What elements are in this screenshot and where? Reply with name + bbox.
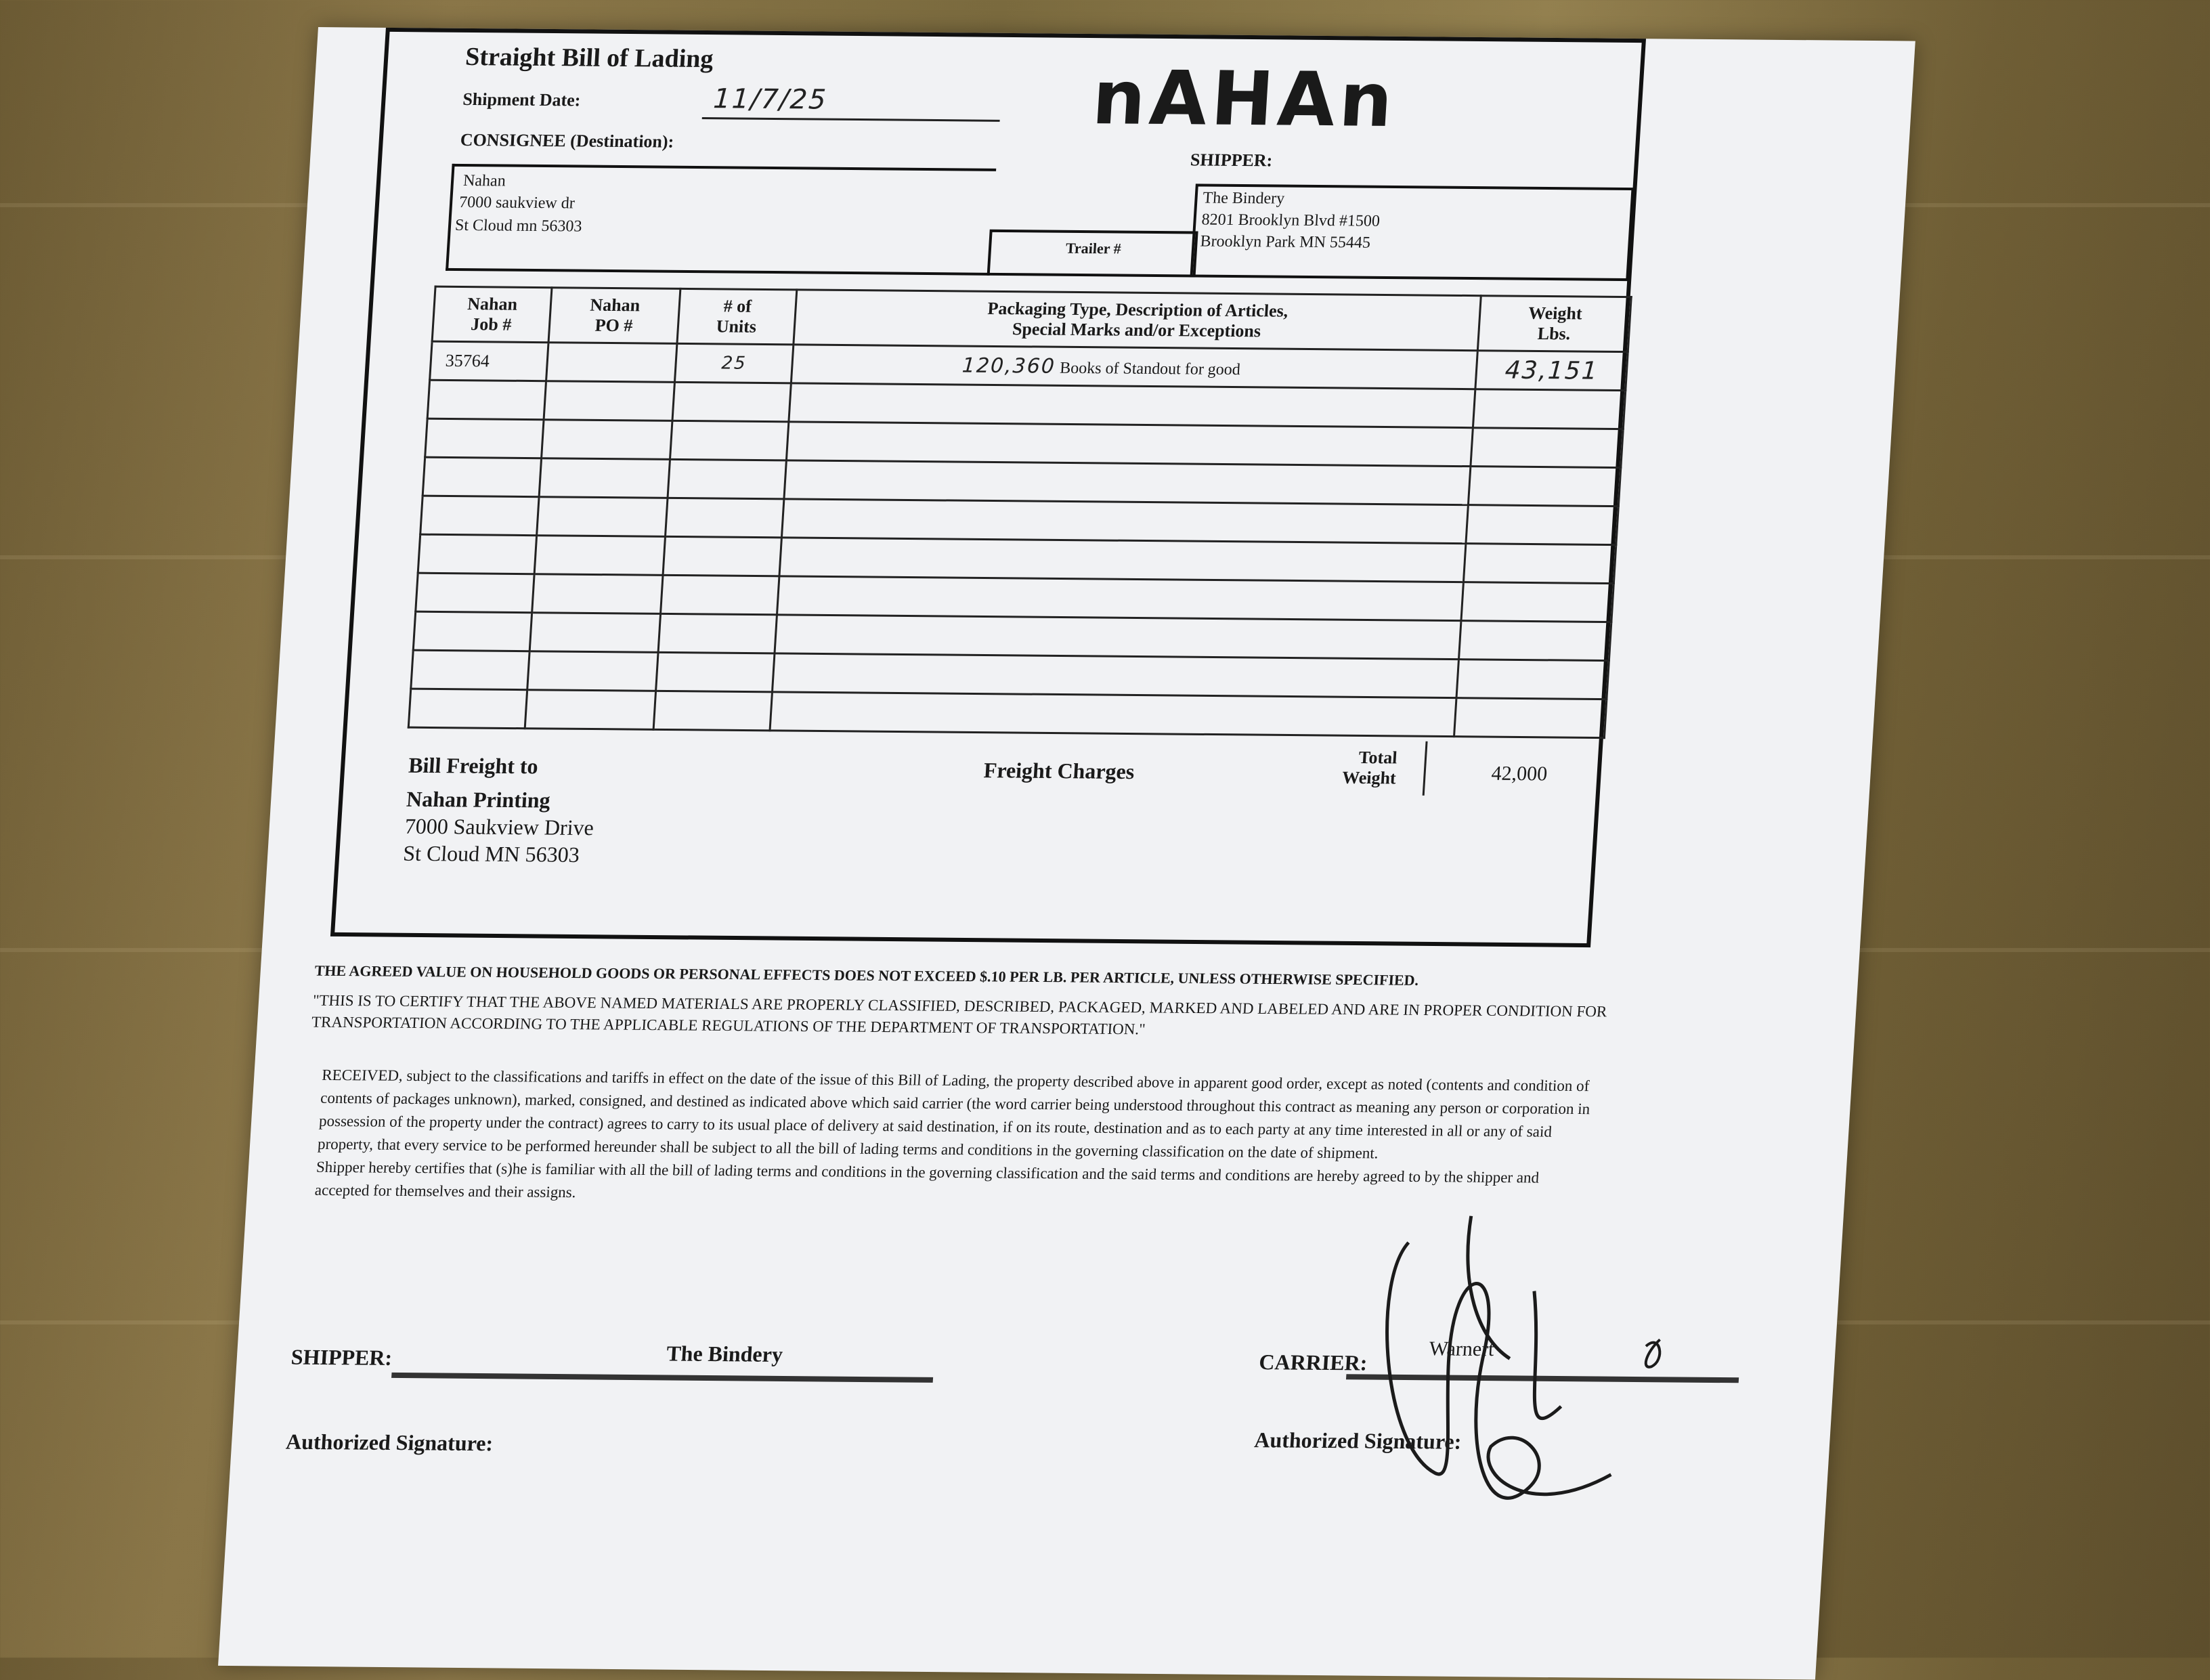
header-job-b: Job # <box>470 314 513 335</box>
row1-description <box>791 345 1478 389</box>
bill-freight-label: Bill Freight to <box>408 752 539 779</box>
document-title: Straight Bill of Lading <box>464 42 714 74</box>
freight-charges-label: Freight Charges <box>982 758 1135 784</box>
consignee-label: CONSIGNEE (Destination): <box>459 129 675 152</box>
header-job <box>432 286 551 342</box>
received-line2: contents of packages unknown), marked, consigned, and destined as indicated above which said carrier (the word carrier being understood throughout this contract as meaning any person or corporation in <box>320 1089 1590 1118</box>
shipper-line3: Brooklyn Park MN 55445 <box>1199 232 1371 252</box>
received-line1: RECEIVED, subject to the classifications and tariffs in effect on the date of the issue of this Bill of Lading, the property described above in apparent good order, except as noted (contents and condition of <box>321 1066 1590 1095</box>
consignee-line2: 7000 saukview dr <box>458 193 576 213</box>
received-line4: property, that every service to be performed hereunder shall be subject to all the bill of lading terms and conditions in the governing classification on the date of shipment. <box>317 1135 1379 1162</box>
header-job-a: Nahan <box>467 294 518 314</box>
items-table <box>408 286 1632 739</box>
total-weight-label <box>1341 748 1398 789</box>
received-line5: Shipper hereby certifies that (s)he is familiar with all the bill of lading terms and conditions in the governing classification and the said terms and conditions are hereby agreed to by the shipper and <box>316 1158 1540 1186</box>
trailer-label: Trailer # <box>1065 239 1122 257</box>
consignee-line1: Nahan <box>462 171 506 190</box>
header-po <box>548 288 681 344</box>
shipper-line1: The Bindery <box>1202 189 1285 208</box>
carrier-sign-label: CARRIER: <box>1258 1350 1368 1375</box>
certify-line2: TRANSPORTATION ACCORDING TO THE APPLICABLE REGULATIONS OF THE DEPARTMENT OF TRANSPORTATION." <box>311 1013 1146 1038</box>
shipper-label: SHIPPER: <box>1190 150 1274 171</box>
received-line6: accepted for themselves and their assigns. <box>314 1181 577 1201</box>
certify-line1: "THIS IS TO CERTIFY THAT THE ABOVE NAMED MATERIALS ARE PROPERLY CLASSIFIED, DESCRIBED, PACKAGED, MARKED AND LABELED AND ARE IN PROPER CONDITION FOR <box>312 991 1608 1020</box>
received-line3: possession of the property under the contract) agrees to carry to its usual place of delivery at said destination, if on its route, destination and as to each party at any time interested in all or any of said <box>318 1112 1553 1140</box>
row1-po <box>546 343 677 383</box>
header-desc-b: Special Marks and/or Exceptions <box>1012 319 1262 341</box>
shipper-sign-value: The Bindery <box>666 1341 784 1366</box>
total-label-b: Weight <box>1341 767 1397 788</box>
shipper-sign-line <box>391 1373 933 1383</box>
carrier-auth-label: Authorized Signature: <box>1253 1427 1462 1454</box>
shipper-line2: 8201 Brooklyn Blvd #1500 <box>1200 211 1381 230</box>
carrier-sign-value: Warnert <box>1428 1337 1495 1361</box>
header-units <box>677 288 796 344</box>
shipper-sign-label: SHIPPER: <box>290 1344 393 1370</box>
header-po-a: Nahan <box>589 295 641 316</box>
header-weight-a: Weight <box>1528 303 1583 324</box>
row1-desc-hand: 120,360 <box>961 353 1057 379</box>
header-units-b: Units <box>715 316 757 337</box>
shipment-date-value: 11/7/25 <box>712 83 829 116</box>
agreed-value-text: THE AGREED VALUE ON HOUSEHOLD GOODS OR PERSONAL EFFECTS DOES NOT EXCEED $.10 PER LB. PER ARTICLE, UNLESS OTHERWISE SPECIFIED. <box>314 962 1419 989</box>
bill-of-lading-page <box>218 27 1915 1680</box>
bill-freight-addr1: 7000 Saukview Drive <box>404 813 594 840</box>
shipment-date-label: Shipment Date: <box>462 89 582 110</box>
consignee-line3: St Cloud mn 56303 <box>454 216 583 236</box>
header-po-b: PO # <box>594 315 634 336</box>
row1-desc-text: Books of Standout for good <box>1059 359 1241 379</box>
header-units-a: # of <box>722 296 752 316</box>
nahan-logo: nAHAn <box>1089 54 1400 144</box>
row1-weight: 43,151 <box>1475 351 1628 391</box>
carrier-signature-scribble <box>1349 1201 1722 1557</box>
header-desc-a: Packaging Type, Description of Articles, <box>987 298 1289 321</box>
table-header-row <box>432 286 1631 351</box>
header-weight <box>1478 296 1631 352</box>
bill-freight-name: Nahan Printing <box>406 786 551 813</box>
bill-freight-addr2: St Cloud MN 56303 <box>402 840 580 867</box>
total-label-a: Total <box>1358 747 1398 768</box>
row1-job: 35764 <box>430 341 548 381</box>
row1-units: 25 <box>675 343 793 383</box>
header-weight-b: Lbs. <box>1537 323 1572 344</box>
shipper-auth-label: Authorized Signature: <box>285 1429 494 1456</box>
header-description <box>793 290 1481 351</box>
total-weight-value: 42,000 <box>1490 762 1548 785</box>
